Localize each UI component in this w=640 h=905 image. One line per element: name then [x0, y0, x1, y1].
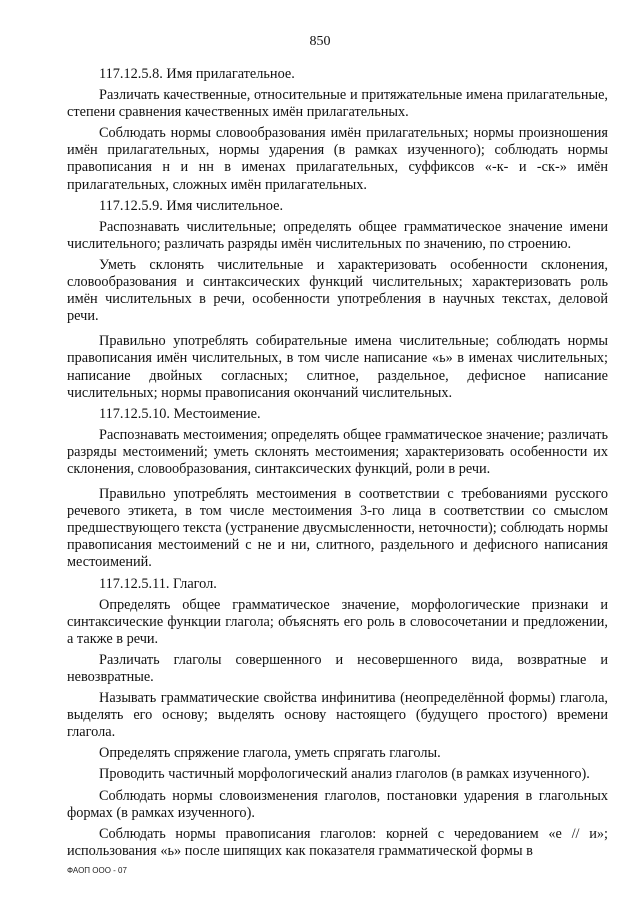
- paragraph: Определять общее грамматическое значение, морфологические признаки и синтаксические функции глагола; объяснять его роль в словосочетании и предложении, а также в речи.: [67, 596, 608, 647]
- paragraph: Соблюдать нормы словоизменения глаголов, постановки ударения в глагольных формах (в рамках изученного).: [67, 787, 608, 821]
- paragraph: Соблюдать нормы словообразования имён прилагательных; нормы произношения имён прилагательных, нормы ударения (в рамках изученного); соблюдать нормы правописания н и нн в именах прилагательных, суффиксов «-к- и -ск-» имён прилагательных, сложных имён прилагательных.: [67, 125, 608, 193]
- paragraph: Различать качественные, относительные и притяжательные имена прилагательные, степени сравнения качественных имён прилагательных.: [67, 87, 608, 121]
- paragraph: Уметь склонять числительные и характеризовать особенности склонения, словообразования и синтаксических функций числительных; характеризовать роль имён числительных в речи, особенности употребления в научных текстах, деловой речи.: [67, 256, 608, 325]
- paragraph: Распознавать числительные; определять общее грамматическое значение имени числительного; различать разряды имён числительных по значению, по строению.: [67, 218, 608, 252]
- paragraph: Правильно употреблять собирательные имена числительные; соблюдать нормы правописания имён числительных, в том числе написание «ь» в именах числительных; написание двойных согласных; слитное, раздельное, дефисное написание числительных; нормы правописания окончаний числительных.: [67, 333, 608, 401]
- page-number: 850: [309, 34, 331, 49]
- footer-label: ФАОП ООО - 07: [67, 866, 127, 875]
- section-heading-verb: 117.12.5.11. Глагол.: [99, 575, 217, 592]
- paragraph: Распознавать местоимения; определять общее грамматическое значение; различать разряды местоимений; уметь склонять местоимения; характеризовать особенности их склонения, словообразования, синтаксических функций, роли в речи.: [67, 426, 608, 477]
- document-body: [67, 66, 608, 864]
- paragraph: Различать глаголы совершенного и несовершенного вида, возвратные и невозвратные.: [67, 651, 608, 685]
- paragraph: Называть грамматические свойства инфинитива (неопределённой формы) глагола, выделять его основу; выделять основу настоящего (будущего простого) времени глагола.: [67, 690, 608, 741]
- section-heading-pronoun: 117.12.5.10. Местоимение.: [99, 405, 261, 422]
- paragraph: Соблюдать нормы правописания глаголов: корней с чередованием «е // и»; использования «ь» после шипящих как показателя грамматической формы в: [67, 825, 608, 859]
- paragraph: Правильно употреблять местоимения в соответствии с требованиями русского речевого этикета, в том числе местоимения 3-го лица в соответствии со смыслом предшествующего текста (устранение двусмысленности, неточности); соблюдать нормы правописания местоимений с не и ни, слитного, раздельного и дефисного написания местоимений.: [67, 486, 608, 571]
- section-heading-numeral: 117.12.5.9. Имя числительное.: [99, 197, 284, 214]
- paragraph: Определять спряжение глагола, уметь спрягать глаголы.: [99, 745, 441, 762]
- section-heading-adjective: 117.12.5.8. Имя прилагательное.: [99, 66, 295, 82]
- paragraph: Проводить частичный морфологический анализ глаголов (в рамках изученного).: [99, 766, 590, 783]
